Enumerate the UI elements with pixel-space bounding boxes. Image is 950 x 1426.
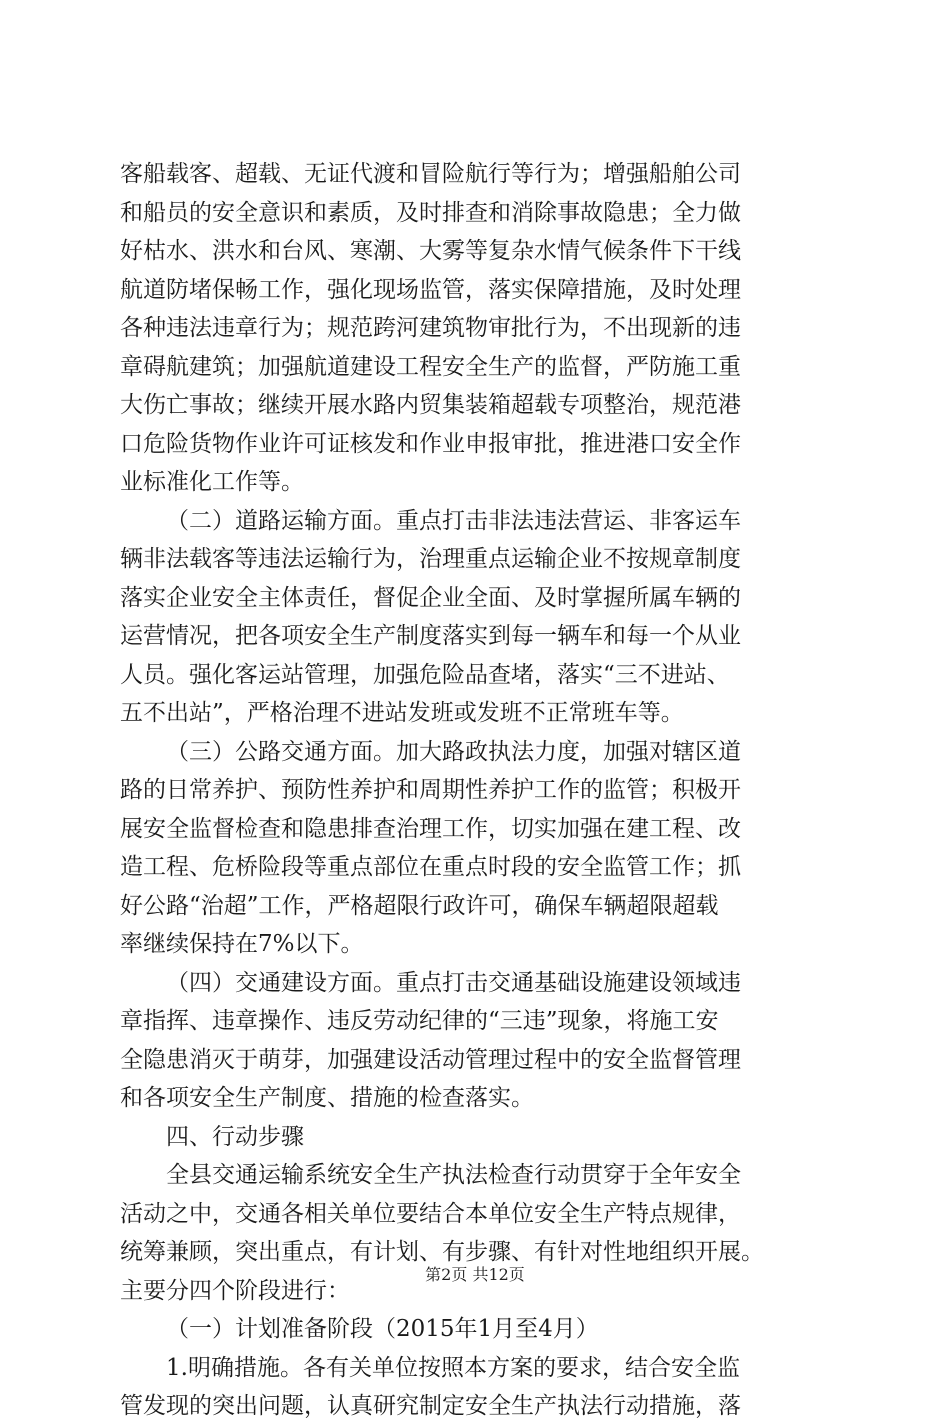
- text-line: 口危险货物作业许可证核发和作业申报审批，推进港口安全作: [120, 430, 741, 457]
- text-line: 造工程、危桥险段等重点部位在重点时段的安全监管工作；抓: [120, 854, 741, 880]
- text-line: 人员。强化客运站管理，加强危险品查堵，落实“三不进站、: [120, 661, 730, 688]
- text-line: 管发现的突出问题，认真研究制定安全生产执法行动措施，落: [120, 1393, 741, 1419]
- text-line: 落实企业安全主体责任，督促企业全面、及时掌握所属车辆的: [120, 584, 741, 611]
- text-line: 航道防堵保畅工作，强化现场监管，落实保障措施，及时处理: [120, 276, 741, 303]
- text-line: 好公路“治超”工作，严格超限行政许可，确保车辆超限超载: [120, 892, 719, 919]
- section-heading: 四、行动步骤: [166, 1123, 304, 1150]
- paragraph-start-line: （二）道路运输方面。重点打击非法违法营运、非客运车: [166, 507, 741, 534]
- subsection-heading: （一）计划准备阶段（2015年1月至4月）: [166, 1316, 599, 1342]
- paragraph-start-line: 1.明确措施。各有关单位按照本方案的要求，结合安全监: [166, 1354, 740, 1381]
- text-line: 好枯水、洪水和台风、寒潮、大雾等复杂水情气候条件下干线: [120, 238, 741, 264]
- document-body: [120, 155, 835, 1426]
- text-line: 路的日常养护、预防性养护和周期性养护工作的监管；积极开: [120, 777, 741, 803]
- text-line: 活动之中，交通各相关单位要结合本单位安全生产特点规律，: [120, 1200, 741, 1227]
- text-line: 辆非法载客等违法运输行为，治理重点运输企业不按规章制度: [120, 546, 741, 572]
- text-line: 统筹兼顾，突出重点，有计划、有步骤、有针对性地组织开展。: [120, 1239, 764, 1265]
- paragraph-start-line: （三）公路交通方面。加大路政执法力度，加强对辖区道: [166, 738, 741, 765]
- paragraph-start-line: （四）交通建设方面。重点打击交通基础设施建设领域违: [166, 969, 741, 996]
- text-line: 客船载客、超载、无证代渡和冒险航行等行为；增强船舶公司: [120, 161, 741, 187]
- paragraph-start-line: 全县交通运输系统安全生产执法检查行动贯穿于全年安全: [166, 1162, 741, 1188]
- page-number-footer: 第2页 共12页: [425, 1265, 525, 1284]
- text-line: 率继续保持在7%以下。: [120, 931, 364, 957]
- text-line: 运营情况，把各项安全生产制度落实到每一辆车和每一个从业: [120, 623, 741, 649]
- text-line: 各种违法违章行为；规范跨河建筑物审批行为，不出现新的违: [120, 315, 741, 341]
- text-line: 和船员的安全意识和素质，及时排查和消除事故隐患；全力做: [120, 199, 741, 226]
- text-line: 章碍航建筑；加强航道建设工程安全生产的监督，严防施工重: [120, 353, 741, 380]
- text-line: 五不出站”，严格治理不进站发班或发班不正常班车等。: [120, 700, 684, 726]
- text-line: 主要分四个阶段进行：: [120, 1277, 350, 1304]
- text-line: 和各项安全生产制度、措施的检查落实。: [120, 1085, 534, 1111]
- text-line: 大伤亡事故；继续开展水路内贸集装箱超载专项整治，规范港: [120, 392, 741, 418]
- text-line: 展安全监督检查和隐患排查治理工作，切实加强在建工程、改: [120, 815, 741, 842]
- text-line: 业标准化工作等。: [120, 469, 304, 495]
- text-line: 全隐患消灭于萌芽，加强建设活动管理过程中的安全监督管理: [120, 1046, 741, 1073]
- text-line: 章指挥、违章操作、违反劳动纪律的“三违”现象，将施工安: [120, 1008, 719, 1034]
